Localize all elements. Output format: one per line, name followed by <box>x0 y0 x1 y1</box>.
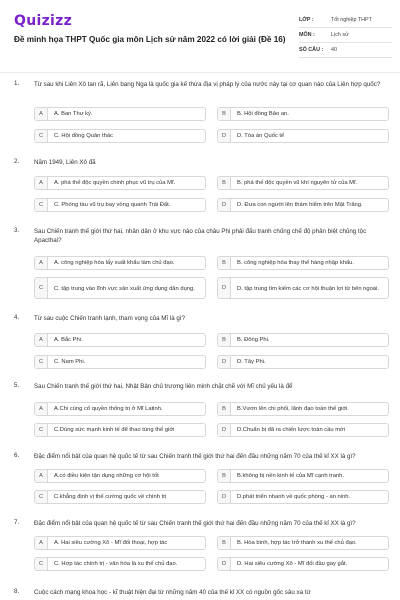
option-text: C. Hợp tác chính trị - văn hóa là xu thế chủ đạo. <box>54 561 178 567</box>
option-letter-d: D <box>218 199 231 211</box>
option-letter-a: A <box>35 403 48 415</box>
answer-option-b[interactable] <box>217 107 389 121</box>
answer-option-d[interactable] <box>217 277 389 299</box>
answer-option-b[interactable] <box>217 536 389 550</box>
option-letter-b: B <box>218 537 231 549</box>
option-text: A. Hai siêu cường Xô - Mĩ đối thoại, hợp tác <box>54 540 168 546</box>
option-text: B.không bị nền kinh tế của Mĩ cạnh tranh. <box>237 473 344 479</box>
document-title: Đề minh họa THPT Quốc gia môn Lịch sử năm 2022 có lời giải (Đề 16) <box>14 35 286 44</box>
answer-option-b[interactable] <box>217 333 389 347</box>
answer-option-c[interactable] <box>34 355 206 369</box>
question-text: Từ sau khi Liên Xô tan rã, Liên bang Nga là quốc gia kế thừa địa vị pháp lý của nước này tại cơ quan nào của Liên hợp quốc? <box>34 81 381 88</box>
option-text: C. Nam Phi. <box>54 359 86 365</box>
option-text: A. Bắc Phi. <box>54 337 83 343</box>
option-text: C.Dùng sức mạnh kinh tế để thao túng thế giới <box>54 427 175 433</box>
question-text: Đặc điểm nổi bật của quan hệ quốc tế từ sau Chiến tranh thế giới thứ hai đến đầu những năm 70 của thế kỉ XX là gì? <box>34 520 356 527</box>
option-text: D. Tòa án Quốc tế <box>237 133 285 139</box>
answer-option-c[interactable] <box>34 129 206 143</box>
question-number: 2. <box>14 158 20 165</box>
option-letter-a: A <box>35 334 48 346</box>
option-text: C.khẳng định vị thế cường quốc về chính trị <box>54 494 167 500</box>
answer-option-c[interactable] <box>34 557 206 571</box>
option-letter-d: D <box>218 278 231 298</box>
option-letter-a: A <box>35 537 48 549</box>
question-number: 1. <box>14 80 20 87</box>
meta-count-row <box>299 43 392 58</box>
option-text: B. công nghiệp hóa thay thế hàng nhập khẩu. <box>237 260 354 266</box>
answer-option-b[interactable] <box>217 402 389 416</box>
option-text: D.Chuẩn bị đã ra chiến lược toàn cầu mới <box>237 427 346 433</box>
meta-class-label: LỚP : <box>299 17 314 23</box>
answer-option-d[interactable] <box>217 355 389 369</box>
worksheet-meta <box>299 13 392 58</box>
meta-class-value: Tốt nghiệp THPT <box>331 17 372 23</box>
question-number: 3. <box>14 227 20 234</box>
quizizz-logo[interactable]: Quizizz <box>14 13 73 29</box>
option-text: A. công nghiệp hóa lấy xuất khẩu làm chủ đạo. <box>54 260 175 266</box>
answer-option-b[interactable] <box>217 469 389 483</box>
option-text: C. Phóng tàu vũ trụ bay vòng quanh Trái Đất. <box>54 202 171 208</box>
option-letter-a: A <box>35 177 48 189</box>
answer-option-b[interactable] <box>217 176 389 190</box>
answer-option-a[interactable] <box>34 176 206 190</box>
question-number: 6. <box>14 452 20 459</box>
meta-subject-label: MÔN : <box>299 32 315 38</box>
answer-option-a[interactable] <box>34 402 206 416</box>
option-letter-c: C <box>35 491 48 503</box>
option-text: B. Hội đồng Bảo an. <box>237 111 289 117</box>
question-text: Từ sau cuộc Chiến tranh lạnh, tham vọng của Mĩ là gì? <box>34 315 186 322</box>
option-letter-c: C <box>35 558 48 570</box>
option-text: C. Hội đồng Quản thác <box>54 133 113 139</box>
answer-option-c[interactable] <box>34 423 206 437</box>
question-text: Năm 1949, Liên Xô đã <box>34 159 96 166</box>
option-letter-a: A <box>35 470 48 482</box>
option-letter-a: A <box>35 108 48 120</box>
option-text: A. Ban Thư ký. <box>54 111 93 117</box>
option-letter-d: D <box>218 356 231 368</box>
question-text: Sau Chiến tranh thế giới thứ hai, nhân dân ở khu vực nào của châu Phi phải đấu tranh chống chế độ phân biệt chủng tộc Apacthai? <box>34 228 367 244</box>
option-letter-b: B <box>218 403 231 415</box>
option-letter-d: D <box>218 558 231 570</box>
meta-class-row <box>299 13 392 28</box>
meta-count-value: 40 <box>331 47 337 53</box>
option-text: A.Chi cùng cố quyền thống trị ở Mĩ Latinh. <box>54 406 163 412</box>
answer-option-c[interactable] <box>34 490 206 504</box>
option-letter-b: B <box>218 108 231 120</box>
meta-subject-value: Lịch sử <box>331 32 349 38</box>
option-letter-a: A <box>35 257 48 269</box>
question-number: 5. <box>14 382 20 389</box>
answer-option-d[interactable] <box>217 129 389 143</box>
question-number: 4. <box>14 314 20 321</box>
option-letter-b: B <box>218 334 231 346</box>
option-letter-b: B <box>218 257 231 269</box>
answer-option-a[interactable] <box>34 469 206 483</box>
question-text: Đặc điểm nổi bật của quan hệ quốc tế từ sau Chiến tranh thế giới thứ hai đến đầu những năm 70 của thế kỉ XX là gì? <box>34 453 356 460</box>
answer-option-b[interactable] <box>217 256 389 270</box>
option-text: D. tập trung tìm kiếm các cơ hội thuận lợi từ bên ngoài. <box>237 286 379 292</box>
option-text: D. Đưa con người lên thám hiểm trên Mặt Trăng. <box>237 202 363 208</box>
option-letter-d: D <box>218 491 231 503</box>
answer-option-a[interactable] <box>34 536 206 550</box>
option-letter-c: C <box>35 130 48 142</box>
option-letter-c: C <box>35 424 48 436</box>
question-text: Sau Chiến tranh thế giới thứ hai, Nhật Bản chủ trương liên minh chặt chẽ với Mĩ chủ yếu là để <box>34 383 293 390</box>
option-text: A.có điều kiện tận dụng những cơ hội tốt <box>54 473 159 479</box>
option-text: B.Vươn lên chi phối, lãnh đạo toàn thế giới. <box>237 406 350 412</box>
answer-option-a[interactable] <box>34 107 206 121</box>
answer-option-d[interactable] <box>217 423 389 437</box>
answer-option-d[interactable] <box>217 198 389 212</box>
option-letter-d: D <box>218 130 231 142</box>
answer-option-d[interactable] <box>217 557 389 571</box>
option-letter-b: B <box>218 177 231 189</box>
question-text: Cuộc cách mạng khoa học - kĩ thuật hiện đại từ những năm 40 của thế kỉ XX có nguồn gốc sâu xa từ <box>34 589 311 596</box>
answer-option-d[interactable] <box>217 490 389 504</box>
option-letter-d: D <box>218 424 231 436</box>
option-text: A. phá thế độc quyền chinh phục vũ trụ của Mĩ. <box>54 180 176 186</box>
worksheet-header <box>0 0 400 70</box>
answer-option-a[interactable] <box>34 333 206 347</box>
answer-option-c[interactable] <box>34 277 206 299</box>
option-text: D. Hai siêu cường Xô - Mĩ đối đầu gay gắt. <box>237 561 348 567</box>
option-text: B. Đông Phi. <box>237 337 270 343</box>
question-number: 7. <box>14 519 20 526</box>
meta-subject-row <box>299 28 392 43</box>
option-text: D.phát triển nhanh về quốc phòng - an ninh. <box>237 494 351 500</box>
answer-option-a[interactable] <box>34 256 206 270</box>
option-letter-c: C <box>35 356 48 368</box>
option-letter-c: C <box>35 278 48 298</box>
header-divider <box>0 72 400 73</box>
option-text: B. Hòa bình, hợp tác trở thành xu thế chủ đạo. <box>237 540 357 546</box>
meta-count-label: SỐ CÂU : <box>299 47 324 53</box>
option-letter-c: C <box>35 199 48 211</box>
question-number: 8. <box>14 588 20 595</box>
option-text: D. Tây Phi. <box>237 359 266 365</box>
option-text: B. phá thế độc quyền vũ khí nguyên tử của Mĩ. <box>237 180 358 186</box>
option-text: C. tập trung vào lĩnh vực sản xuất ứng dụng dân dụng. <box>54 286 195 292</box>
answer-option-c[interactable] <box>34 198 206 212</box>
option-letter-b: B <box>218 470 231 482</box>
